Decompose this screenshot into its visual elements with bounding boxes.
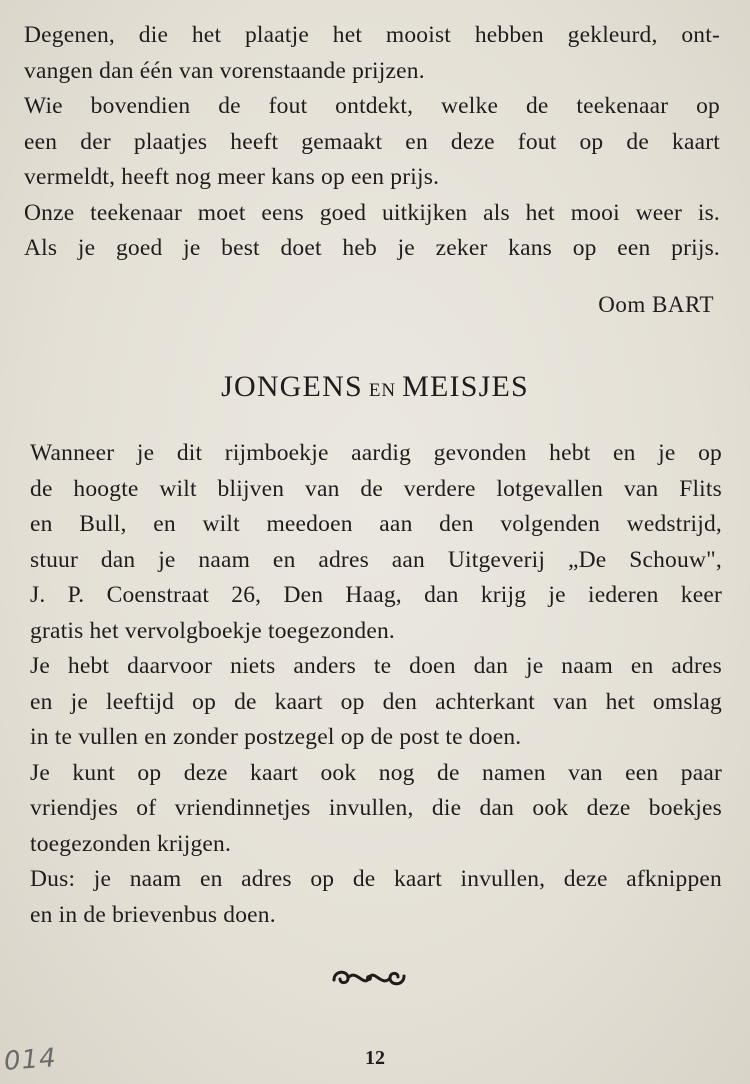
pencil-annotation: 014 — [3, 1043, 58, 1077]
body-paragraph — [30, 436, 722, 933]
section-heading — [0, 370, 750, 404]
body-line: Dus: je naam en adres op de kaart invullen, deze afknippen — [30, 866, 722, 892]
intro-line: een der plaatjes heeft gemaakt en deze fout op de kaart — [24, 128, 720, 155]
intro-line: vangen dan één van vorenstaande prijzen. — [24, 57, 425, 84]
body-line: en in de brievenbus doen. — [30, 901, 276, 928]
intro-line: Als je goed je best doet heb je zeker kans op een prijs. — [24, 235, 720, 261]
page-number: 12 — [365, 1047, 385, 1069]
signature: Oom BART — [598, 292, 714, 317]
body-line: gratis het vervolgboekje toegezonden. — [30, 617, 395, 644]
body-line: toegezonden krijgen. — [30, 830, 232, 857]
intro-line: Onze teekenaar moet eens goed uitkijken als het mooi weer is. — [24, 199, 720, 226]
body-line: in te vullen en zonder postzegel op de post te doen. — [30, 724, 522, 750]
body-line: J. P. Coenstraat 26, Den Haag, dan krijg je iederen keer — [30, 582, 722, 608]
body-line: Je hebt daarvoor niets anders te doen dan je naam en adres — [30, 653, 722, 679]
intro-paragraph — [24, 18, 720, 267]
body-line: stuur dan je naam en adres aan Uitgeverij „De Schouw", — [30, 546, 722, 573]
body-line: en je leeftijd op de kaart op den achterkant van het omslag — [30, 688, 722, 715]
body-line: Wanneer je dit rijmboekje aardig gevonden hebt en je op — [30, 440, 722, 466]
heading-word-girls: MEISJES — [402, 370, 529, 403]
heading-word-and: EN — [368, 380, 397, 401]
body-line: en Bull, en wilt meedoen aan den volgenden wedstrijd, — [30, 511, 722, 537]
body-line: de hoogte wilt blijven van de verdere lotgevallen van Flits — [30, 475, 722, 502]
intro-line: vermeldt, heeft nog meer kans op een prijs. — [24, 164, 440, 190]
intro-line: Wie bovendien de fout ontdekt, welke de teekenaar op — [24, 93, 720, 119]
scroll-ornament-icon — [330, 962, 408, 994]
heading-word-boys: JONGENS — [221, 370, 363, 403]
body-line: vriendjes of vriendinnetjes invullen, die dan ook deze boekjes — [30, 795, 722, 821]
intro-line: Degenen, die het plaatje het mooist hebben gekleurd, ont- — [24, 22, 720, 48]
body-line: Je kunt op deze kaart ook nog de namen van een paar — [30, 759, 722, 786]
